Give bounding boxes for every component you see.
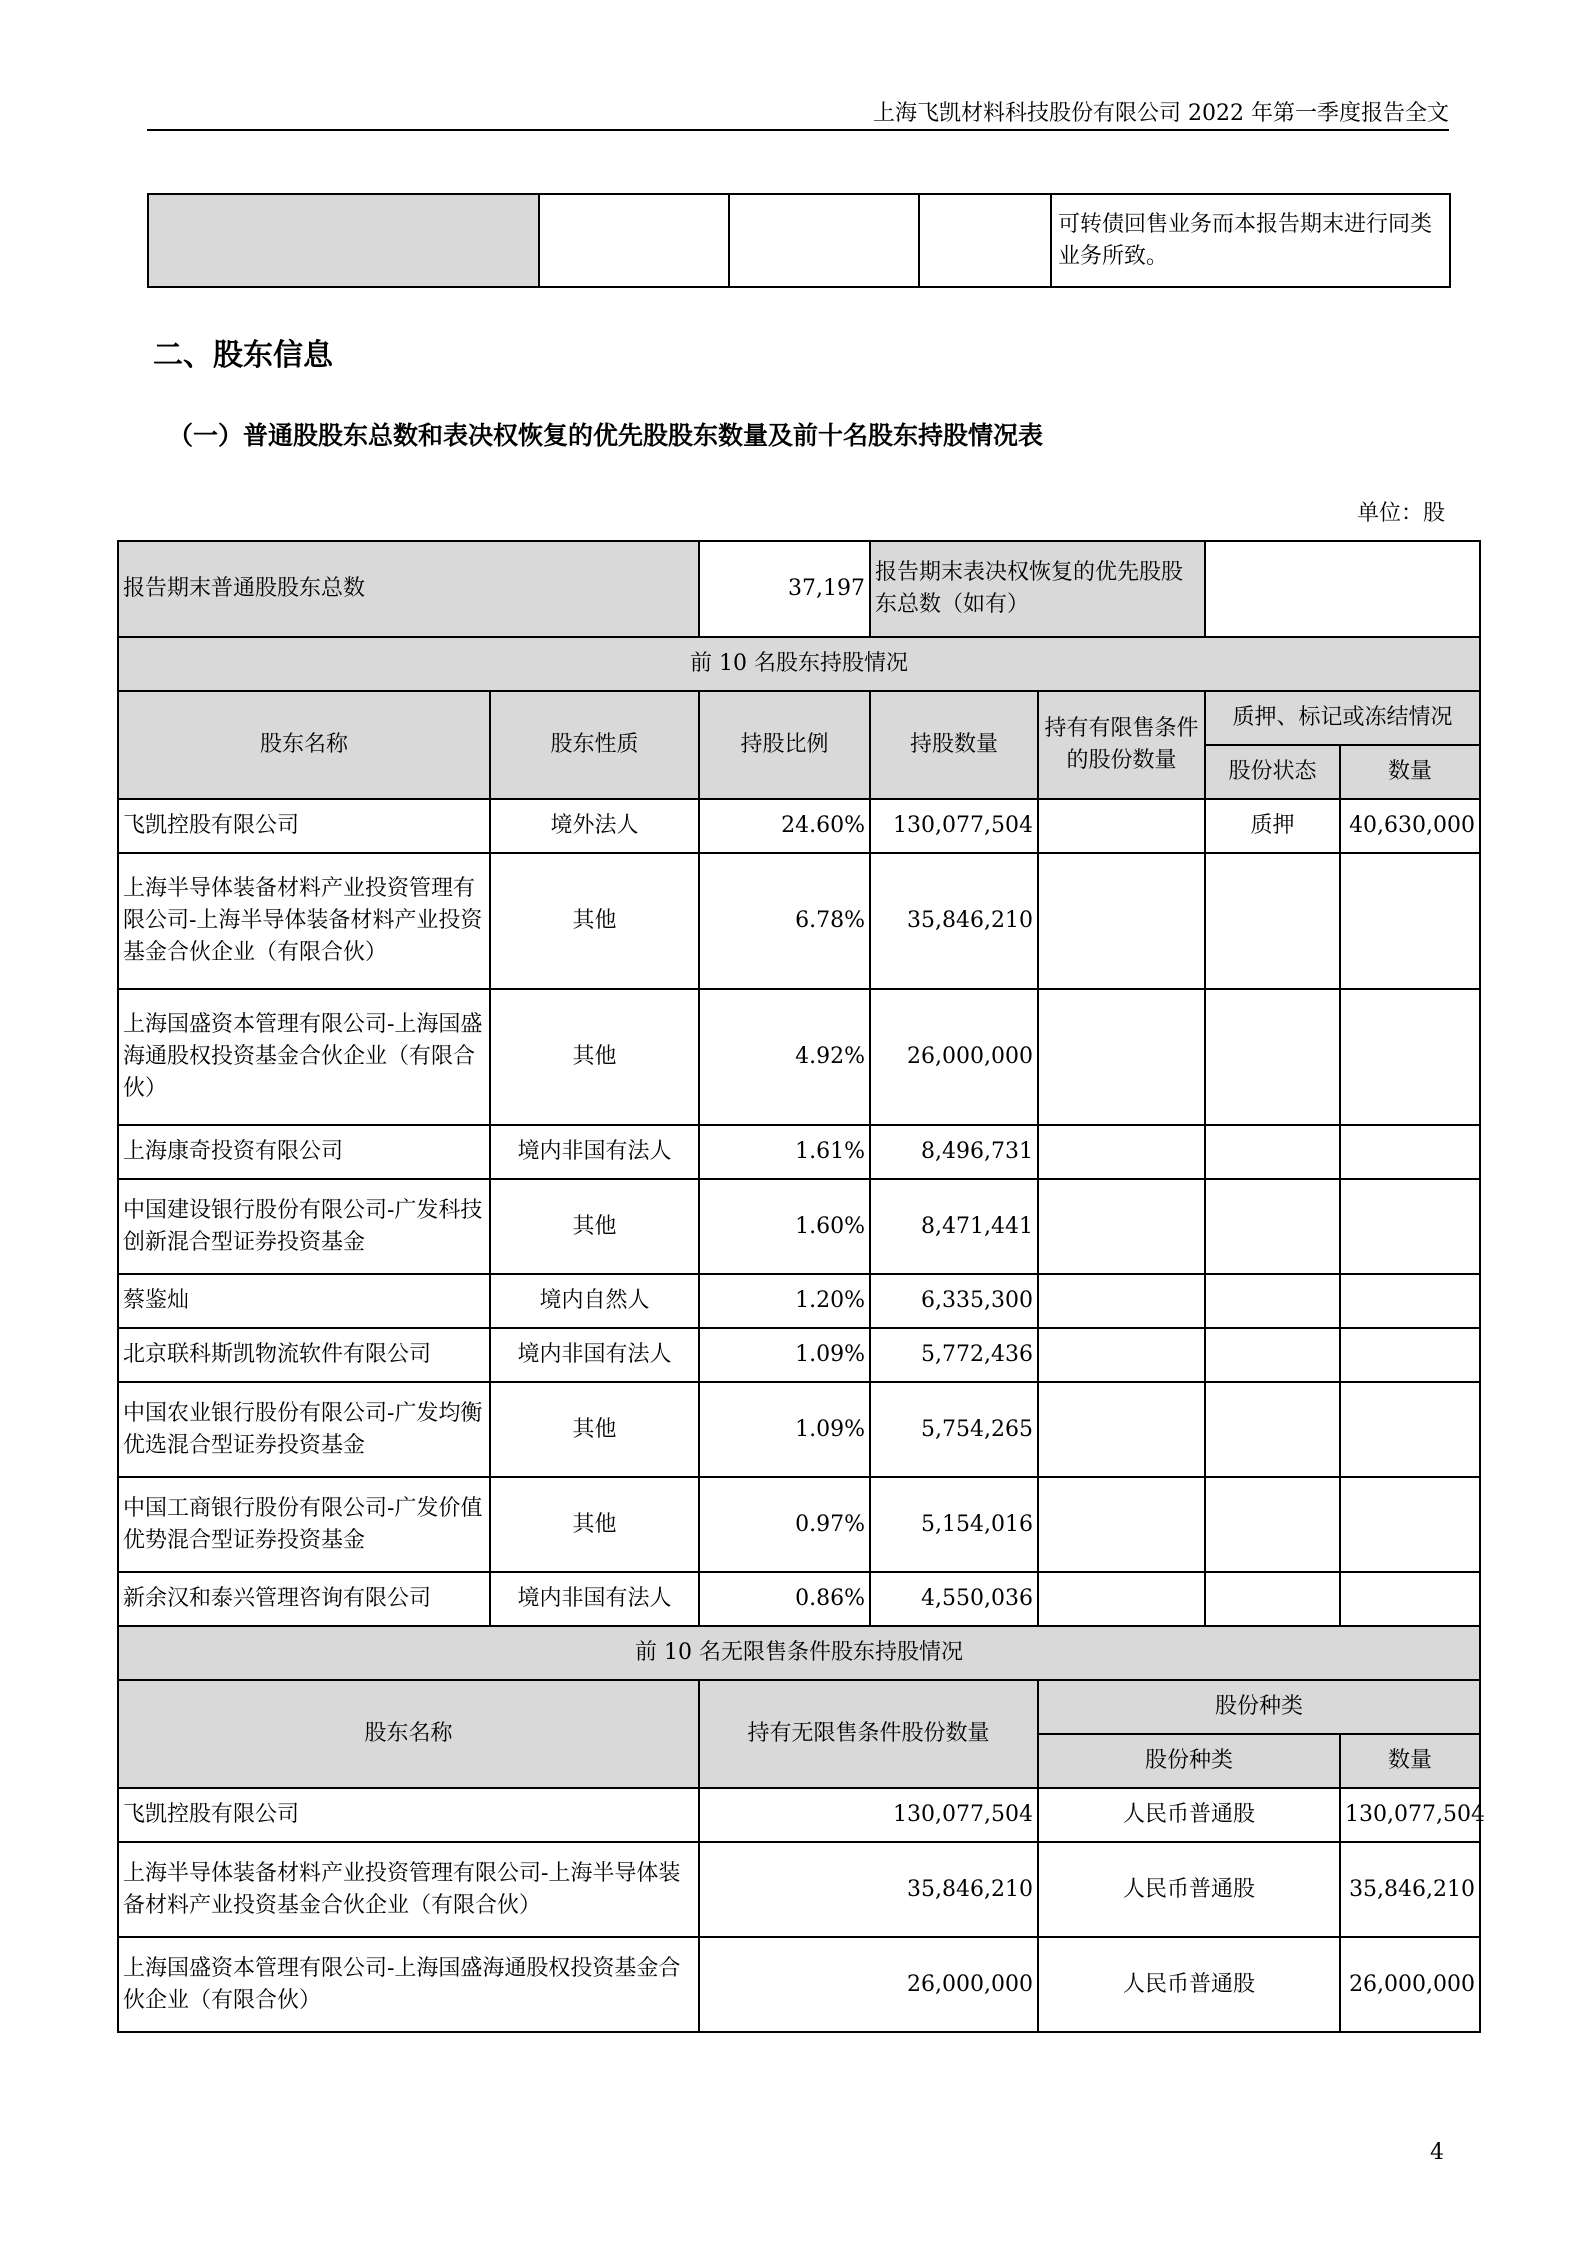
holder-ratio: 1.09% bbox=[699, 1328, 870, 1382]
holder-quantity: 5,754,265 bbox=[870, 1382, 1038, 1477]
holder-quantity: 6,335,300 bbox=[870, 1274, 1038, 1328]
unrestricted-quantity: 130,077,504 bbox=[699, 1788, 1038, 1842]
holder-ratio: 6.78% bbox=[699, 853, 870, 989]
holder-nature: 其他 bbox=[490, 1477, 699, 1572]
col-header-status: 股份状态 bbox=[1205, 745, 1340, 799]
page-number: 4 bbox=[1430, 2140, 1444, 2165]
pledge-amount bbox=[1340, 853, 1480, 989]
summary-row bbox=[118, 541, 1480, 637]
unrestricted-holder-name: 飞凯控股有限公司 bbox=[118, 1788, 699, 1842]
holder-name: 北京联科斯凯物流软件有限公司 bbox=[118, 1328, 490, 1382]
pledge-status bbox=[1205, 1572, 1340, 1626]
holder-name: 飞凯控股有限公司 bbox=[118, 799, 490, 853]
holder-quantity: 35,846,210 bbox=[870, 853, 1038, 989]
holder-quantity: 8,471,441 bbox=[870, 1179, 1038, 1274]
shareholders-table bbox=[117, 540, 1485, 2033]
share-amount: 35,846,210 bbox=[1340, 1842, 1480, 1937]
holder-quantity: 5,154,016 bbox=[870, 1477, 1038, 1572]
total-holders-label: 报告期末普通股股东总数 bbox=[118, 541, 699, 637]
prev-cell bbox=[919, 194, 1051, 287]
holder-ratio: 0.97% bbox=[699, 1477, 870, 1572]
holder-restricted bbox=[1038, 1572, 1205, 1626]
total-holders-value: 37,197 bbox=[699, 541, 870, 637]
pledge-status bbox=[1205, 1179, 1340, 1274]
holder-quantity: 5,772,436 bbox=[870, 1328, 1038, 1382]
holder-restricted bbox=[1038, 989, 1205, 1125]
holder-ratio: 1.60% bbox=[699, 1179, 870, 1274]
holder-quantity: 8,496,731 bbox=[870, 1125, 1038, 1179]
holder-name: 中国农业银行股份有限公司-广发均衡优选混合型证券投资基金 bbox=[118, 1382, 490, 1477]
prev-note: 可转债回售业务而本报告期末进行同类业务所致。 bbox=[1051, 194, 1450, 287]
unit-label: 单位：股 bbox=[1356, 501, 1445, 526]
pledge-amount bbox=[1340, 1328, 1480, 1382]
col-header-pledge: 质押、标记或冻结情况 bbox=[1205, 691, 1480, 745]
share-type: 人民币普通股 bbox=[1038, 1842, 1340, 1937]
table-row bbox=[118, 1477, 1480, 1572]
holder-name: 新余汉和泰兴管理咨询有限公司 bbox=[118, 1572, 490, 1626]
holder-restricted bbox=[1038, 1477, 1205, 1572]
holder-name: 上海国盛资本管理有限公司-上海国盛海通股权投资基金合伙企业（有限合伙） bbox=[118, 989, 490, 1125]
pledge-amount bbox=[1340, 1572, 1480, 1626]
holder-name: 中国建设银行股份有限公司-广发科技创新混合型证券投资基金 bbox=[118, 1179, 490, 1274]
table-row bbox=[118, 1572, 1480, 1626]
holder-name: 中国工商银行股份有限公司-广发价值优势混合型证券投资基金 bbox=[118, 1477, 490, 1572]
pledge-status bbox=[1205, 853, 1340, 989]
previous-table-tail bbox=[147, 193, 1451, 288]
holder-nature: 境内非国有法人 bbox=[490, 1328, 699, 1382]
holder-nature: 境外法人 bbox=[490, 799, 699, 853]
holder-nature: 其他 bbox=[490, 1179, 699, 1274]
prev-cell bbox=[729, 194, 919, 287]
table-row bbox=[118, 1125, 1480, 1179]
holder-nature: 境内非国有法人 bbox=[490, 1572, 699, 1626]
table-row bbox=[118, 1842, 1480, 1937]
unrestricted-quantity: 26,000,000 bbox=[699, 1937, 1038, 2032]
holder-quantity: 4,550,036 bbox=[870, 1572, 1038, 1626]
holder-restricted bbox=[1038, 853, 1205, 989]
pledge-amount bbox=[1340, 1274, 1480, 1328]
holder-nature: 境内非国有法人 bbox=[490, 1125, 699, 1179]
col-header-quantity: 持股数量 bbox=[870, 691, 1038, 799]
unrestricted-holder-name: 上海半导体装备材料产业投资管理有限公司-上海半导体装备材料产业投资基金合伙企业（有限合伙） bbox=[118, 1842, 699, 1937]
pledge-amount bbox=[1340, 1179, 1480, 1274]
col-header-name: 股东名称 bbox=[118, 691, 490, 799]
table-row bbox=[118, 1328, 1480, 1382]
table-row bbox=[118, 989, 1480, 1125]
holder-restricted bbox=[1038, 1382, 1205, 1477]
unrestricted-header-type: 股份种类 bbox=[1038, 1734, 1340, 1788]
holder-restricted bbox=[1038, 799, 1205, 853]
pledge-status bbox=[1205, 1274, 1340, 1328]
holder-ratio: 1.20% bbox=[699, 1274, 870, 1328]
pledge-amount: 40,630,000 bbox=[1340, 799, 1480, 853]
preferred-holders-label: 报告期末表决权恢复的优先股股东总数（如有） bbox=[870, 541, 1205, 637]
col-header-restricted: 持有有限售条件的股份数量 bbox=[1038, 691, 1205, 799]
table-row bbox=[118, 1937, 1480, 2032]
pledge-status bbox=[1205, 1382, 1340, 1477]
pledge-status bbox=[1205, 1125, 1340, 1179]
holder-name: 上海康奇投资有限公司 bbox=[118, 1125, 490, 1179]
table-row bbox=[118, 1788, 1480, 1842]
unrestricted-header-name: 股东名称 bbox=[118, 1680, 699, 1788]
unrestricted-title: 前 10 名无限售条件股东持股情况 bbox=[118, 1626, 1480, 1680]
holder-restricted bbox=[1038, 1274, 1205, 1328]
share-amount: 130,077,504 bbox=[1340, 1788, 1480, 1842]
header-rule bbox=[147, 129, 1449, 131]
pledge-status bbox=[1205, 1328, 1340, 1382]
holder-ratio: 24.60% bbox=[699, 799, 870, 853]
section-title: 二、股东信息 bbox=[153, 338, 333, 373]
holder-name: 蔡鉴灿 bbox=[118, 1274, 490, 1328]
col-header-nature: 股东性质 bbox=[490, 691, 699, 799]
holder-nature: 其他 bbox=[490, 853, 699, 989]
holder-ratio: 0.86% bbox=[699, 1572, 870, 1626]
pledge-amount bbox=[1340, 1125, 1480, 1179]
top10-title: 前 10 名股东持股情况 bbox=[118, 637, 1480, 691]
table-row bbox=[118, 799, 1480, 853]
holder-nature: 其他 bbox=[490, 1382, 699, 1477]
pledge-status bbox=[1205, 989, 1340, 1125]
holder-restricted bbox=[1038, 1179, 1205, 1274]
subsection-title: （一）普通股股东总数和表决权恢复的优先股股东数量及前十名股东持股情况表 bbox=[168, 421, 1044, 450]
holder-ratio: 4.92% bbox=[699, 989, 870, 1125]
pledge-amount bbox=[1340, 1477, 1480, 1572]
prev-cell bbox=[539, 194, 729, 287]
preferred-holders-value bbox=[1205, 541, 1480, 637]
page-header-title: 上海飞凯材料科技股份有限公司 2022 年第一季度报告全文 bbox=[873, 101, 1449, 126]
holder-nature: 境内自然人 bbox=[490, 1274, 699, 1328]
pledge-amount bbox=[1340, 1382, 1480, 1477]
col-header-ratio: 持股比例 bbox=[699, 691, 870, 799]
holder-name: 上海半导体装备材料产业投资管理有限公司-上海半导体装备材料产业投资基金合伙企业（有限合伙） bbox=[118, 853, 490, 989]
unrestricted-quantity: 35,846,210 bbox=[699, 1842, 1038, 1937]
table-row bbox=[118, 1179, 1480, 1274]
holder-quantity: 26,000,000 bbox=[870, 989, 1038, 1125]
share-type: 人民币普通股 bbox=[1038, 1788, 1340, 1842]
holder-restricted bbox=[1038, 1125, 1205, 1179]
unrestricted-holder-name: 上海国盛资本管理有限公司-上海国盛海通股权投资基金合伙企业（有限合伙） bbox=[118, 1937, 699, 2032]
prev-cell-label bbox=[148, 194, 539, 287]
col-header-amount: 数量 bbox=[1340, 745, 1480, 799]
unrestricted-header-quantity: 持有无限售条件股份数量 bbox=[699, 1680, 1038, 1788]
holder-restricted bbox=[1038, 1328, 1205, 1382]
share-amount: 26,000,000 bbox=[1340, 1937, 1480, 2032]
table-row bbox=[118, 853, 1480, 989]
pledge-status bbox=[1205, 1477, 1340, 1572]
table-row bbox=[118, 1274, 1480, 1328]
unrestricted-header-amount: 数量 bbox=[1340, 1734, 1480, 1788]
holder-ratio: 1.09% bbox=[699, 1382, 870, 1477]
unrestricted-header-share-type: 股份种类 bbox=[1038, 1680, 1480, 1734]
pledge-amount bbox=[1340, 989, 1480, 1125]
holder-nature: 其他 bbox=[490, 989, 699, 1125]
share-type: 人民币普通股 bbox=[1038, 1937, 1340, 2032]
holder-quantity: 130,077,504 bbox=[870, 799, 1038, 853]
holder-ratio: 1.61% bbox=[699, 1125, 870, 1179]
pledge-status: 质押 bbox=[1205, 799, 1340, 853]
table-row bbox=[118, 1382, 1480, 1477]
